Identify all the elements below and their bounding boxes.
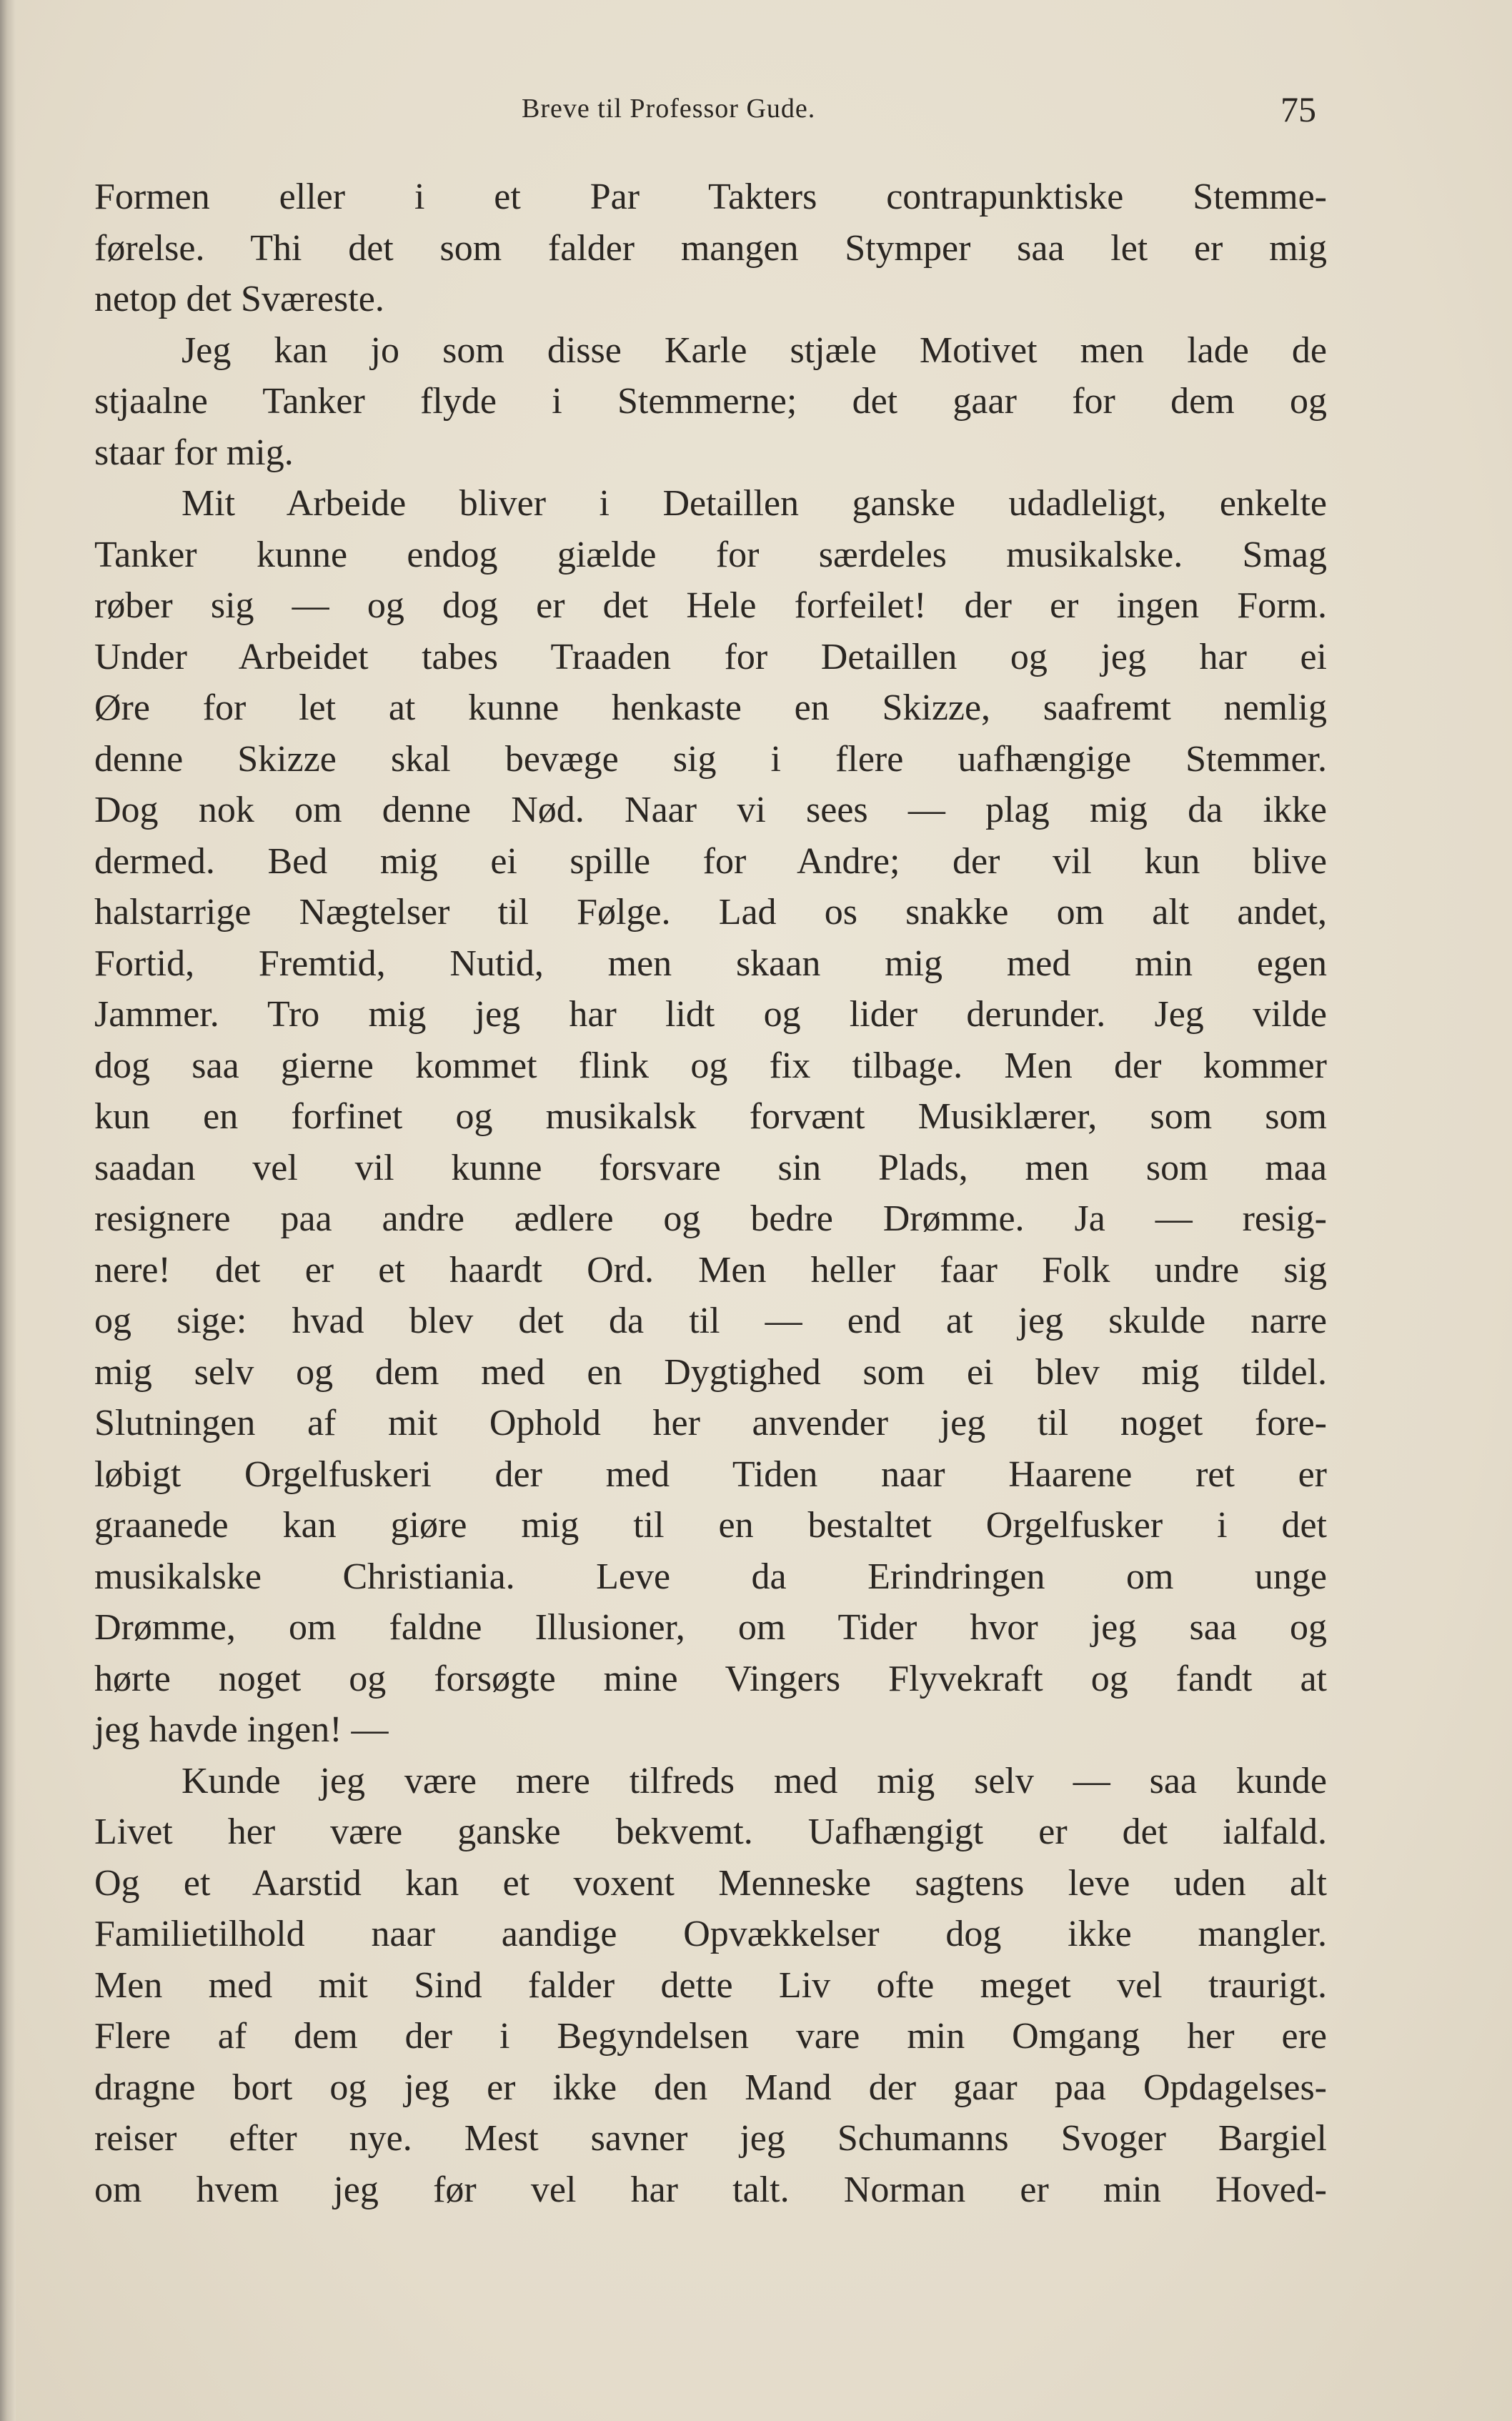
text-line: Flere af dem der i Begyndelsen vare min Omgang her ere [94,2016,1327,2057]
text-line: Familietilhold naar aandige Opvækkelser dog ikke mangler. [94,1914,1327,1954]
text-line: Dog nok om denne Nød. Naar vi sees — plag mig da ikke [94,790,1327,830]
text-line: Slutningen af mit Ophold her anvender jeg til noget fore- [94,1403,1327,1443]
text-line: Tanker kunne endog giælde for særdeles musikalske. Smag [94,534,1327,575]
text-line: løbigt Orgelfuskeri der med Tiden naar Haarene ret er [94,1453,1327,1495]
text-line: Livet her være ganske bekvemt. Uafhængigt er det ialfald. [94,1811,1327,1852]
text-line: om hvem jeg før vel har talt. Norman er min Hoved- [94,2169,1327,2210]
text-line: musikalske Christiania. Leve da Erindringen om unge [94,1556,1327,1597]
text-line: røber sig — og dog er det Hele forfeilet! der er ingen Form. [94,585,1327,626]
text-line: Og et Aarstid kan et voxent Menneske sagtens leve uden alt [94,1862,1327,1904]
text-line: hørte noget og forsøgte mine Vingers Flyvekraft og fandt at [94,1658,1327,1699]
text-line: denne Skizze skal bevæge sig i flere uafhængige Stemmer. [94,738,1327,780]
text-line: graanede kan giøre mig til en bestaltet Orgelfusker i det [94,1505,1327,1546]
text-line: staar for mig. [94,432,294,473]
page-number: 75 [1280,89,1316,129]
text-line: jeg havde ingen! — [94,1709,389,1750]
page-header [0,84,1512,141]
text-line: Mit Arbeide bliver i Detaillen ganske udadleligt, enkelte [181,483,1327,524]
text-line: Øre for let at kunne henkaste en Skizze, saafremt nemlig [94,687,1327,728]
text-line: stjaalne Tanker flyde i Stemmerne; det gaar for dem og [94,381,1327,422]
text-line: Fortid, Fremtid, Nutid, men skaan mig med min egen [94,943,1327,984]
text-line: halstarrige Nægtelser til Følge. Lad os snakke om alt andet, [94,892,1327,933]
text-line: reiser efter nye. Mest savner jeg Schumanns Svoger Bargiel [94,2118,1327,2159]
running-title: Breve til Professor Gude. [522,94,816,124]
text-line: resignere paa andre ædlere og bedre Drømme. Ja — resig- [94,1198,1327,1239]
text-line: Men med mit Sind falder dette Liv ofte meget vel traurigt. [94,1964,1327,2006]
text-line: Jammer. Tro mig jeg har lidt og lider derunder. Jeg vilde [94,994,1327,1035]
text-line: Kunde jeg være mere tilfreds med mig selv — saa kunde [181,1760,1327,1801]
text-line: Drømme, om faldne Illusioner, om Tider hvor jeg saa og [94,1607,1327,1648]
text-line: og sige: hvad blev det da til — end at jeg skulde narre [94,1301,1327,1341]
text-line: dermed. Bed mig ei spille for Andre; der vil kun blive [94,840,1327,882]
text-line: Jeg kan jo som disse Karle stjæle Motivet men lade de [181,329,1327,371]
page-spine-edge [0,0,16,2421]
text-line: Under Arbeidet tabes Traaden for Detaillen og jeg har ei [94,636,1327,677]
text-line: nere! det er et haardt Ord. Men heller faar Folk undre sig [94,1249,1327,1291]
text-line: Formen eller i et Par Takters contrapunktiske Stemme- [94,177,1327,217]
text-line: dragne bort og jeg er ikke den Mand der gaar paa Opdagelses- [94,2067,1327,2108]
text-line: kun en forfinet og musikalsk forvænt Musiklærer, som som [94,1096,1327,1137]
text-line: mig selv og dem med en Dygtighed som ei blev mig tildel. [94,1351,1327,1393]
text-line: netop det Sværeste. [94,279,384,319]
body-text [94,171,1327,2215]
text-line: saadan vel vil kunne forsvare sin Plads, men som maa [94,1147,1327,1188]
text-line: dog saa gierne kommet flink og fix tilbage. Men der kommer [94,1045,1327,1086]
text-line: førelse. Thi det som falder mangen Stymper saa let er mig [94,227,1327,269]
